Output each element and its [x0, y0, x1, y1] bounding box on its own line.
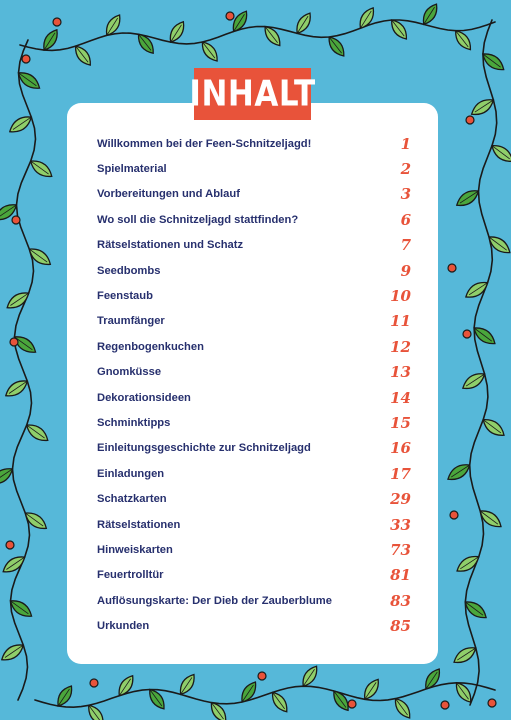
- toc-entry-label: Feuertrolltür: [97, 569, 164, 582]
- toc-entry: [97, 461, 411, 486]
- toc-entry: [97, 309, 411, 334]
- toc-entry-label: Willkommen bei der Feen-Schnitzeljagd!: [97, 137, 312, 150]
- toc-entry: [97, 486, 411, 511]
- toc-entry-page-number: 33: [390, 515, 411, 534]
- berry-icon: [466, 116, 474, 124]
- toc-entry-page-number: 3: [400, 185, 411, 204]
- table-of-contents: [97, 131, 411, 639]
- berry-icon: [226, 12, 234, 20]
- toc-entry-page-number: 29: [390, 490, 411, 509]
- toc-entry-label: Dekorationsideen: [97, 391, 191, 404]
- toc-entry-page-number: 9: [400, 261, 411, 280]
- berry-icon: [6, 541, 14, 549]
- toc-entry: [97, 233, 411, 258]
- berry-icon: [441, 701, 449, 709]
- toc-entry-page-number: 15: [390, 413, 411, 432]
- toc-entry-label: Rätselstationen und Schatz: [97, 239, 244, 252]
- toc-entry-page-number: 10: [390, 287, 411, 306]
- toc-entry-page-number: 16: [390, 439, 411, 458]
- toc-entry-label: Einleitungsgeschichte zur Schnitzeljagd: [97, 442, 311, 455]
- toc-entry-label: Hinweiskarten: [97, 543, 173, 556]
- toc-entry: [97, 334, 411, 359]
- berry-icon: [53, 18, 61, 26]
- toc-entry: [97, 537, 411, 562]
- toc-entry-page-number: 83: [390, 591, 411, 610]
- toc-entry-label: Spielmaterial: [97, 163, 167, 176]
- toc-entry-page-number: 81: [390, 566, 411, 585]
- toc-entry: [97, 258, 411, 283]
- berry-icon: [90, 679, 98, 687]
- toc-entry-label: Seedbombs: [97, 264, 161, 277]
- berry-icon: [448, 264, 456, 272]
- page-title: INHALT: [189, 73, 316, 115]
- toc-entry-label: Urkunden: [97, 620, 150, 633]
- toc-entry: [97, 410, 411, 435]
- toc-entry-label: Regenbogenkuchen: [97, 340, 204, 353]
- toc-entry: [97, 385, 411, 410]
- toc-entry-label: Auflösungskarte: Der Dieb der Zauberblume: [97, 594, 332, 607]
- berry-icon: [348, 700, 356, 708]
- toc-entry: [97, 512, 411, 537]
- toc-entry-page-number: 7: [400, 236, 411, 255]
- toc-entry-page-number: 13: [390, 363, 411, 382]
- toc-entry-label: Wo soll die Schnitzeljagd stattfinden?: [97, 213, 299, 226]
- toc-entry-label: Schminktipps: [97, 416, 171, 429]
- toc-entry-page-number: 73: [390, 540, 411, 559]
- berry-icon: [258, 672, 266, 680]
- toc-entry-page-number: 85: [390, 617, 411, 636]
- toc-entry-label: Traumfänger: [97, 315, 165, 328]
- toc-entry: [97, 283, 411, 308]
- toc-entry-page-number: 11: [390, 312, 411, 331]
- title-banner: [189, 68, 316, 120]
- berry-icon: [22, 55, 30, 63]
- toc-entry-label: Feenstaub: [97, 290, 153, 303]
- toc-entry-page-number: 1: [400, 134, 411, 153]
- toc-entry: [97, 436, 411, 461]
- toc-entry-page-number: 17: [390, 464, 411, 483]
- toc-entry-page-number: 12: [390, 337, 411, 356]
- toc-entry-label: Einladungen: [97, 467, 165, 480]
- toc-entry: [97, 156, 411, 181]
- berry-icon: [12, 216, 20, 224]
- toc-entry: [97, 207, 411, 232]
- berry-icon: [463, 330, 471, 338]
- berry-icon: [488, 699, 496, 707]
- toc-entry: [97, 182, 411, 207]
- toc-entry-page-number: 14: [390, 388, 411, 407]
- berry-icon: [450, 511, 458, 519]
- toc-entry: [97, 131, 411, 156]
- toc-entry-label: Schatzkarten: [97, 493, 167, 506]
- toc-entry: [97, 613, 411, 638]
- berry-icon: [10, 338, 18, 346]
- toc-entry-page-number: 6: [400, 210, 411, 229]
- toc-entry: [97, 563, 411, 588]
- toc-entry-label: Gnomküsse: [97, 366, 162, 379]
- toc-entry: [97, 360, 411, 385]
- toc-entry-page-number: 2: [400, 160, 411, 179]
- toc-entry-label: Vorbereitungen und Ablauf: [97, 188, 240, 201]
- toc-entry-label: Rätselstationen: [97, 518, 181, 531]
- toc-entry: [97, 588, 411, 613]
